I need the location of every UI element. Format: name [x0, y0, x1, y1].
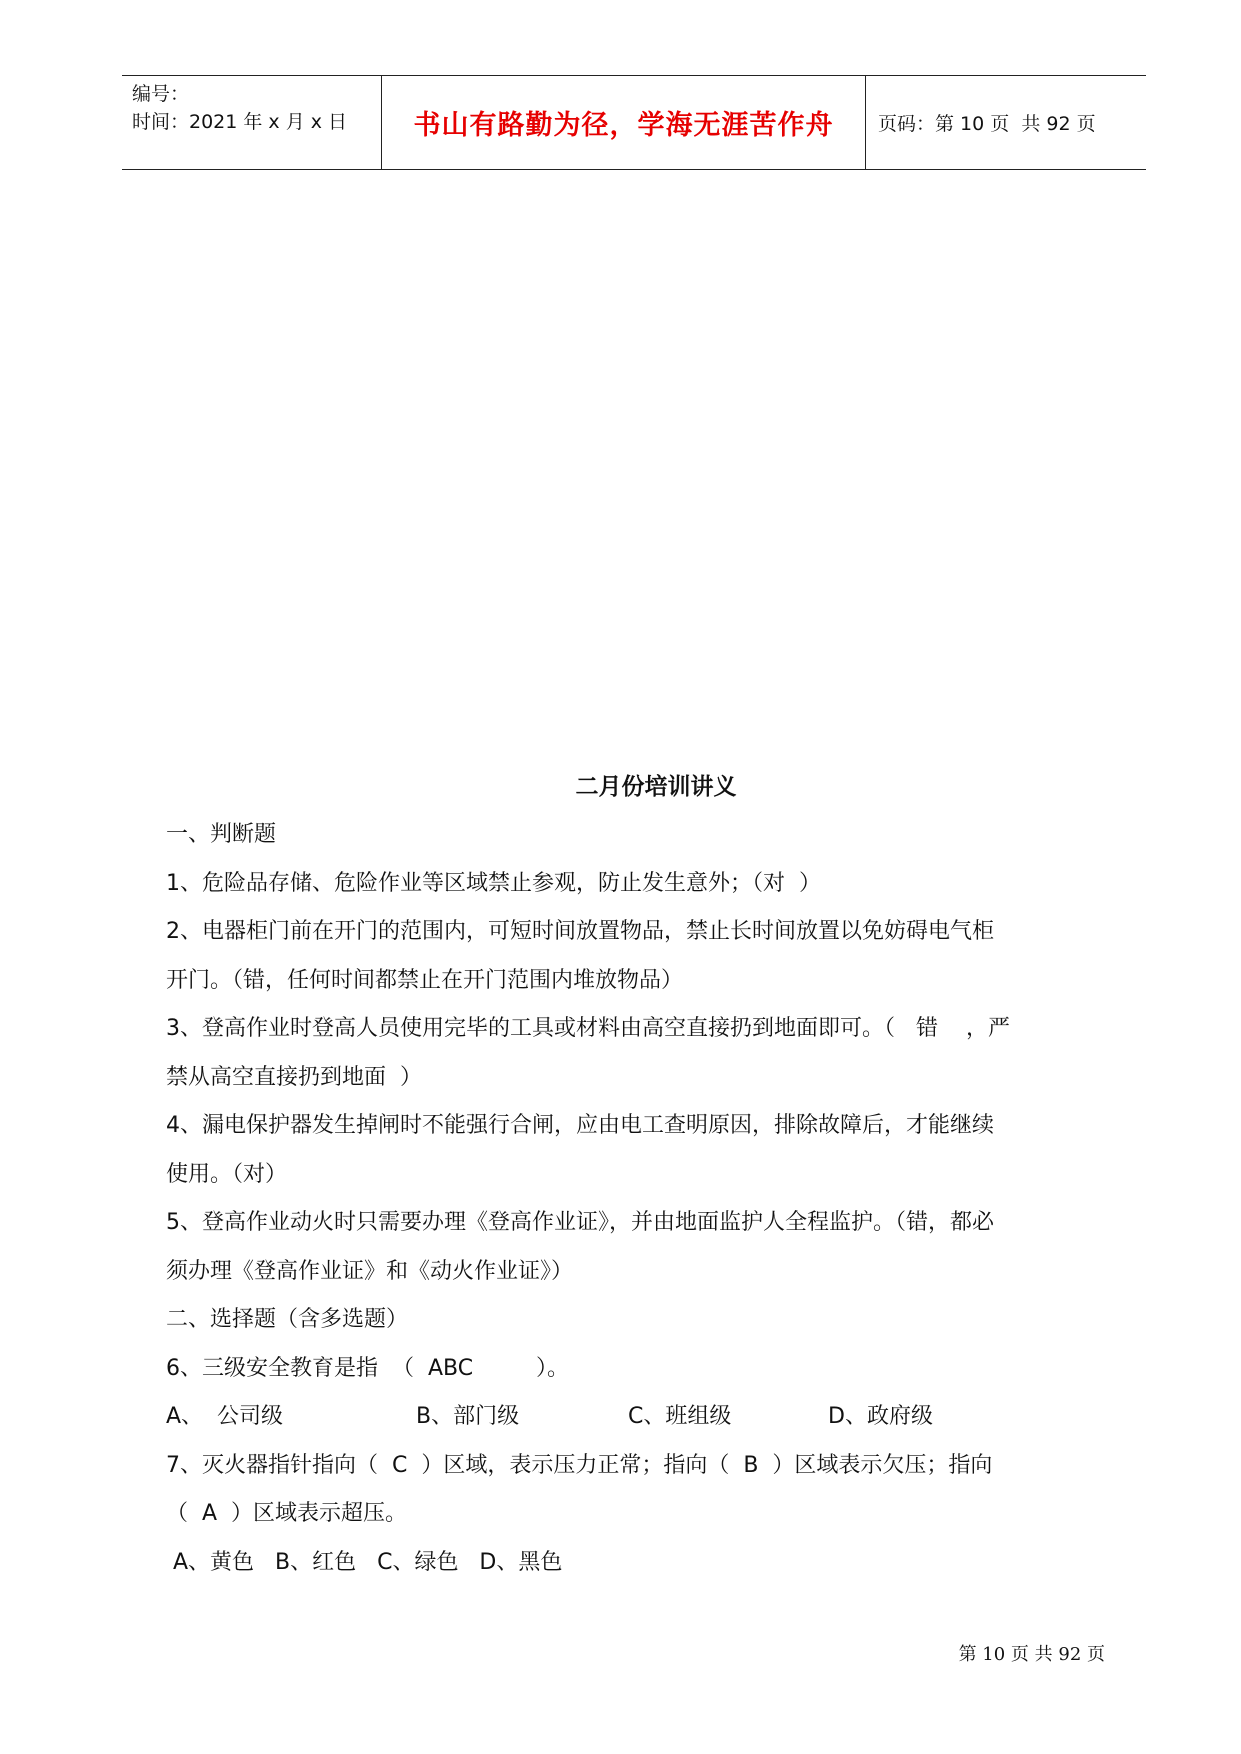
question-6: 6、三级安全教育是指 （ ABC ）。 — [166, 1355, 570, 1381]
document-title: 二月份培训讲义 — [575, 774, 737, 800]
header-motto-cell — [382, 76, 866, 169]
question-5-line-1: 5、登高作业动火时只需要办理《登高作业证》，并由地面监护人全程监护。（错，都必 — [166, 1210, 994, 1235]
date-label: 时间：2021 年 x 月 x 日 — [132, 111, 348, 133]
header-page-cell — [866, 76, 1146, 169]
option-d: D、政府级 — [828, 1404, 933, 1429]
option-a: A、 公司级 — [166, 1404, 284, 1429]
question-6-options — [166, 1393, 1106, 1442]
question-7-line-1: 7、灭火器指针指向（ C ）区域，表示压力正常；指向（ B ）区域表示欠压；指向 — [166, 1452, 993, 1478]
question-1: 1、危险品存储、危险作业等区域禁止参观，防止发生意外；（对 ） — [166, 870, 821, 896]
motto: 书山有路勤为径，学海无涯苦作舟 — [413, 110, 834, 141]
section-heading-judgment: 一、判断题 — [166, 822, 277, 847]
question-3-line-1: 3、登高作业时登高人员使用完毕的工具或材料由高空直接扔到地面即可。（ 错 ，严 — [166, 1016, 1010, 1041]
question-2-line-2: 开门。（错，任何时间都禁止在开门范围内堆放物品） — [166, 967, 684, 993]
page-header — [122, 75, 1146, 170]
header-meta — [122, 76, 382, 169]
number-label: 编号： — [132, 83, 190, 105]
question-3-line-2: 禁从高空直接扔到地面 ） — [166, 1064, 422, 1090]
option-b: B、部门级 — [416, 1404, 520, 1429]
question-7-options: A、黄色 B、红色 C、绿色 D、黑色 — [166, 1549, 563, 1575]
page-footer: 第 10 页 共 92 页 — [958, 1644, 1105, 1665]
question-2-line-1: 2、电器柜门前在开门的范围内，可短时间放置物品，禁止长时间放置以免妨碍电气柜 — [166, 919, 994, 944]
question-4-line-2: 使用。（对） — [166, 1161, 288, 1187]
option-c: C、班组级 — [628, 1404, 732, 1429]
question-4-line-1: 4、漏电保护器发生掉闸时不能强行合闸，应由电工查明原因，排除故障后，才能继续 — [166, 1113, 994, 1138]
question-5-line-2: 须办理《登高作业证》和《动火作业证》） — [166, 1258, 574, 1284]
section-heading-choice: 二、选择题（含多选题） — [166, 1307, 409, 1332]
document-body — [166, 763, 1106, 1587]
page-info: 页码：第 10 页 共 92 页 — [878, 113, 1096, 135]
question-7-line-2: （ A ）区域表示超压。 — [166, 1501, 408, 1526]
